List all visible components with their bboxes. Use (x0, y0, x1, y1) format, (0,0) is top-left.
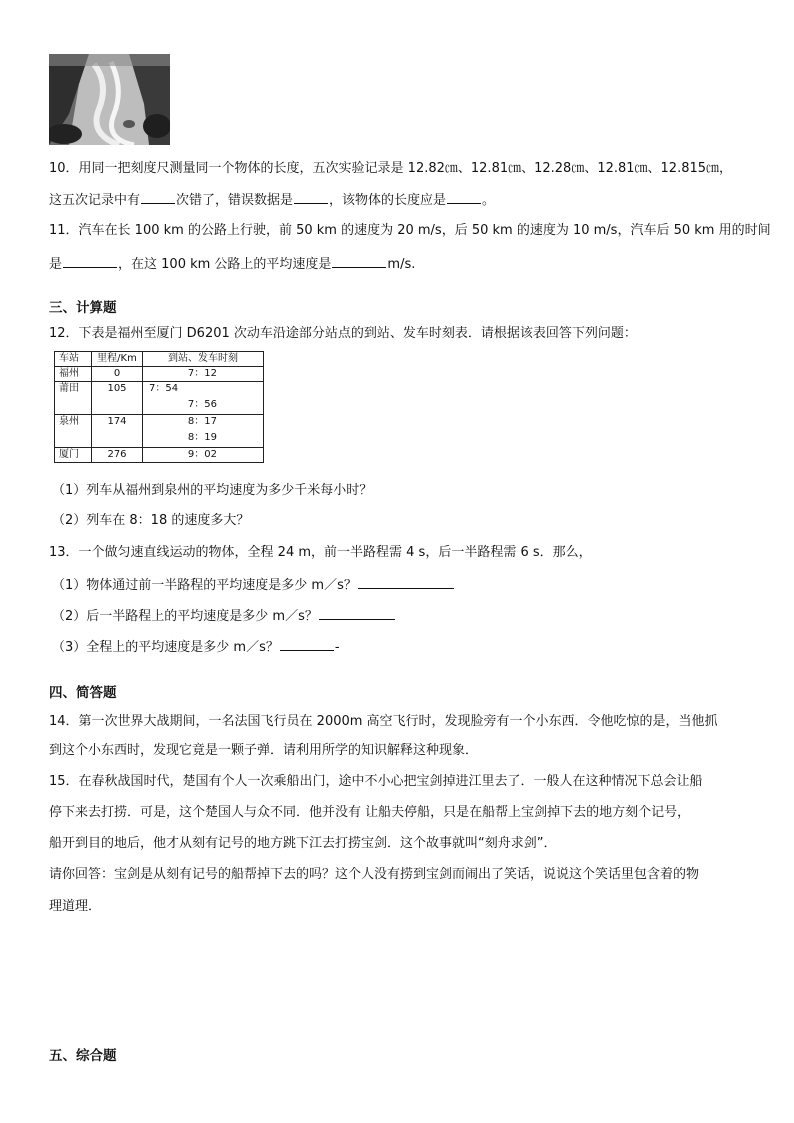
q15-line3: 船开到目的地后，他才从刻有记号的地方跳下江去打捞宝剑．这个故事就叫“刻舟求剑”． (49, 836, 557, 851)
q15-line1: 15．在春秋战国时代，楚国有个人一次乘船出门，途中不小心把宝剑掉进江里去了．一般人在这种情况下总会让船 (49, 774, 703, 789)
station-cell: 泉州 (55, 415, 92, 448)
q13-blank-2[interactable] (319, 606, 395, 620)
station-cell: 福州 (55, 367, 92, 382)
q11-line2 (49, 254, 415, 274)
km-cell: 0 (92, 367, 143, 382)
q13-blank-3[interactable] (280, 637, 334, 651)
q12-sub2: （2）列车在 8：18 的速度多大？ (52, 513, 250, 528)
q11-text-b: ，在这 100 km 公路上的平均速度是 (118, 257, 332, 272)
q13-sub3-line (52, 637, 340, 657)
q10-text-b: 次错了，错误数据是 (176, 193, 294, 208)
table-row (55, 382, 264, 415)
section-heading-calculation: 三、计算题 (49, 300, 117, 316)
q14-line1: 14．第一次世界大战期间，一名法国飞行员在 2000m 高空飞行时，发现脸旁有一个小东西．令他吃惊的是，当他抓 (49, 714, 718, 729)
station-cell: 莆田 (55, 382, 92, 415)
q10-line1: 10．用同一把刻度尺测量同一个物体的长度，五次实验记录是 12.82㎝、12.81㎝、12.28㎝、12.81㎝、12.815㎝， (49, 161, 733, 176)
q15-line4: 请你回答：宝剑是从刻有记号的船帮掉下去的吗？这个人没有捞到宝剑而闹出了笑话，说说这个笑话里包含着的物 (49, 867, 700, 882)
km-cell: 276 (92, 448, 143, 463)
q10-text-d: 。 (482, 193, 496, 208)
q11-line1: 11．汽车在长 100 km 的公路上行驶，前 50 km 的速度为 20 m/s，后 50 km 的速度为 10 m/s，汽车后 50 km 用的时间 (49, 223, 771, 238)
q10-blank-wrong-data[interactable] (294, 190, 328, 204)
timetable-header-row (55, 352, 264, 367)
q15-line5: 理道理． (49, 899, 102, 914)
q10-line2 (49, 190, 495, 210)
q11-blank-time[interactable] (63, 254, 117, 268)
table-row (55, 367, 264, 382)
timetable-header-station: 车站 (55, 352, 92, 367)
q13-sub1: （1）物体通过前一半路程的平均速度是多少 m／s？ (52, 578, 357, 593)
q13-intro: 13．一个做匀速直线运动的物体，全程 24 m，前一半路程需 4 s，后一半路程需 6 s．那么， (49, 545, 592, 560)
time-cell-pair (143, 382, 264, 415)
table-row (55, 448, 264, 463)
arrival-time: 8：17 (187, 416, 217, 427)
q12-intro: 12．下表是福州至厦门 D6201 次动车沿途部分站点的到站、发车时刻表．请根据该表回答下列问题： (49, 326, 637, 341)
q14-line2: 到这个小东西时，发现它竟是一颗子弹．请利用所学的知识解释这种现象． (49, 743, 479, 758)
arrival-time: 7：54 (149, 383, 179, 394)
km-cell: 174 (92, 415, 143, 448)
section-heading-short-answer: 四、简答题 (49, 685, 117, 701)
river-photo-graphic (49, 54, 170, 145)
departure-time: 7：56 (187, 399, 217, 410)
q11-text-a: 是 (49, 257, 63, 272)
q11-text-c: m/s. (387, 257, 416, 272)
section-heading-comprehensive: 五、综合题 (49, 1048, 117, 1064)
km-cell: 105 (92, 382, 143, 415)
station-cell: 厦门 (55, 448, 92, 463)
q10-text-a: 这五次记录中有 (49, 193, 141, 208)
timetable-header-time: 到站、发车时刻 (143, 352, 264, 367)
river-photo (49, 54, 170, 145)
q10-text-c: ，该物体的长度应是 (329, 193, 447, 208)
departure-time: 8：19 (187, 432, 217, 443)
time-cell: 7：12 (143, 367, 264, 382)
timetable-header-km: 里程/Km (92, 352, 143, 367)
q15-line2: 停下来去打捞．可是，这个楚国人与众不同．他并没有 让船夫停船，只是在船帮上宝剑掉下去的地方刻个记号， (49, 805, 691, 820)
q10-blank-count[interactable] (141, 190, 175, 204)
q13-sub2-line (52, 606, 396, 626)
q13-sub3-end: - (334, 640, 340, 655)
time-cell: 9：02 (143, 448, 264, 463)
time-cell-pair (143, 415, 264, 448)
q10-blank-length[interactable] (447, 190, 481, 204)
q13-sub3: （3）全程上的平均速度是多少 m／s？ (52, 640, 279, 655)
q13-sub2: （2）后一半路程上的平均速度是多少 m／s？ (52, 609, 318, 624)
timetable (54, 351, 264, 463)
q11-blank-avg-speed[interactable] (332, 254, 386, 268)
q13-sub1-line (52, 575, 455, 595)
q12-sub1: （1）列车从福州到泉州的平均速度为多少千米每小时？ (52, 483, 373, 498)
q13-blank-1[interactable] (358, 575, 454, 589)
table-row (55, 415, 264, 448)
